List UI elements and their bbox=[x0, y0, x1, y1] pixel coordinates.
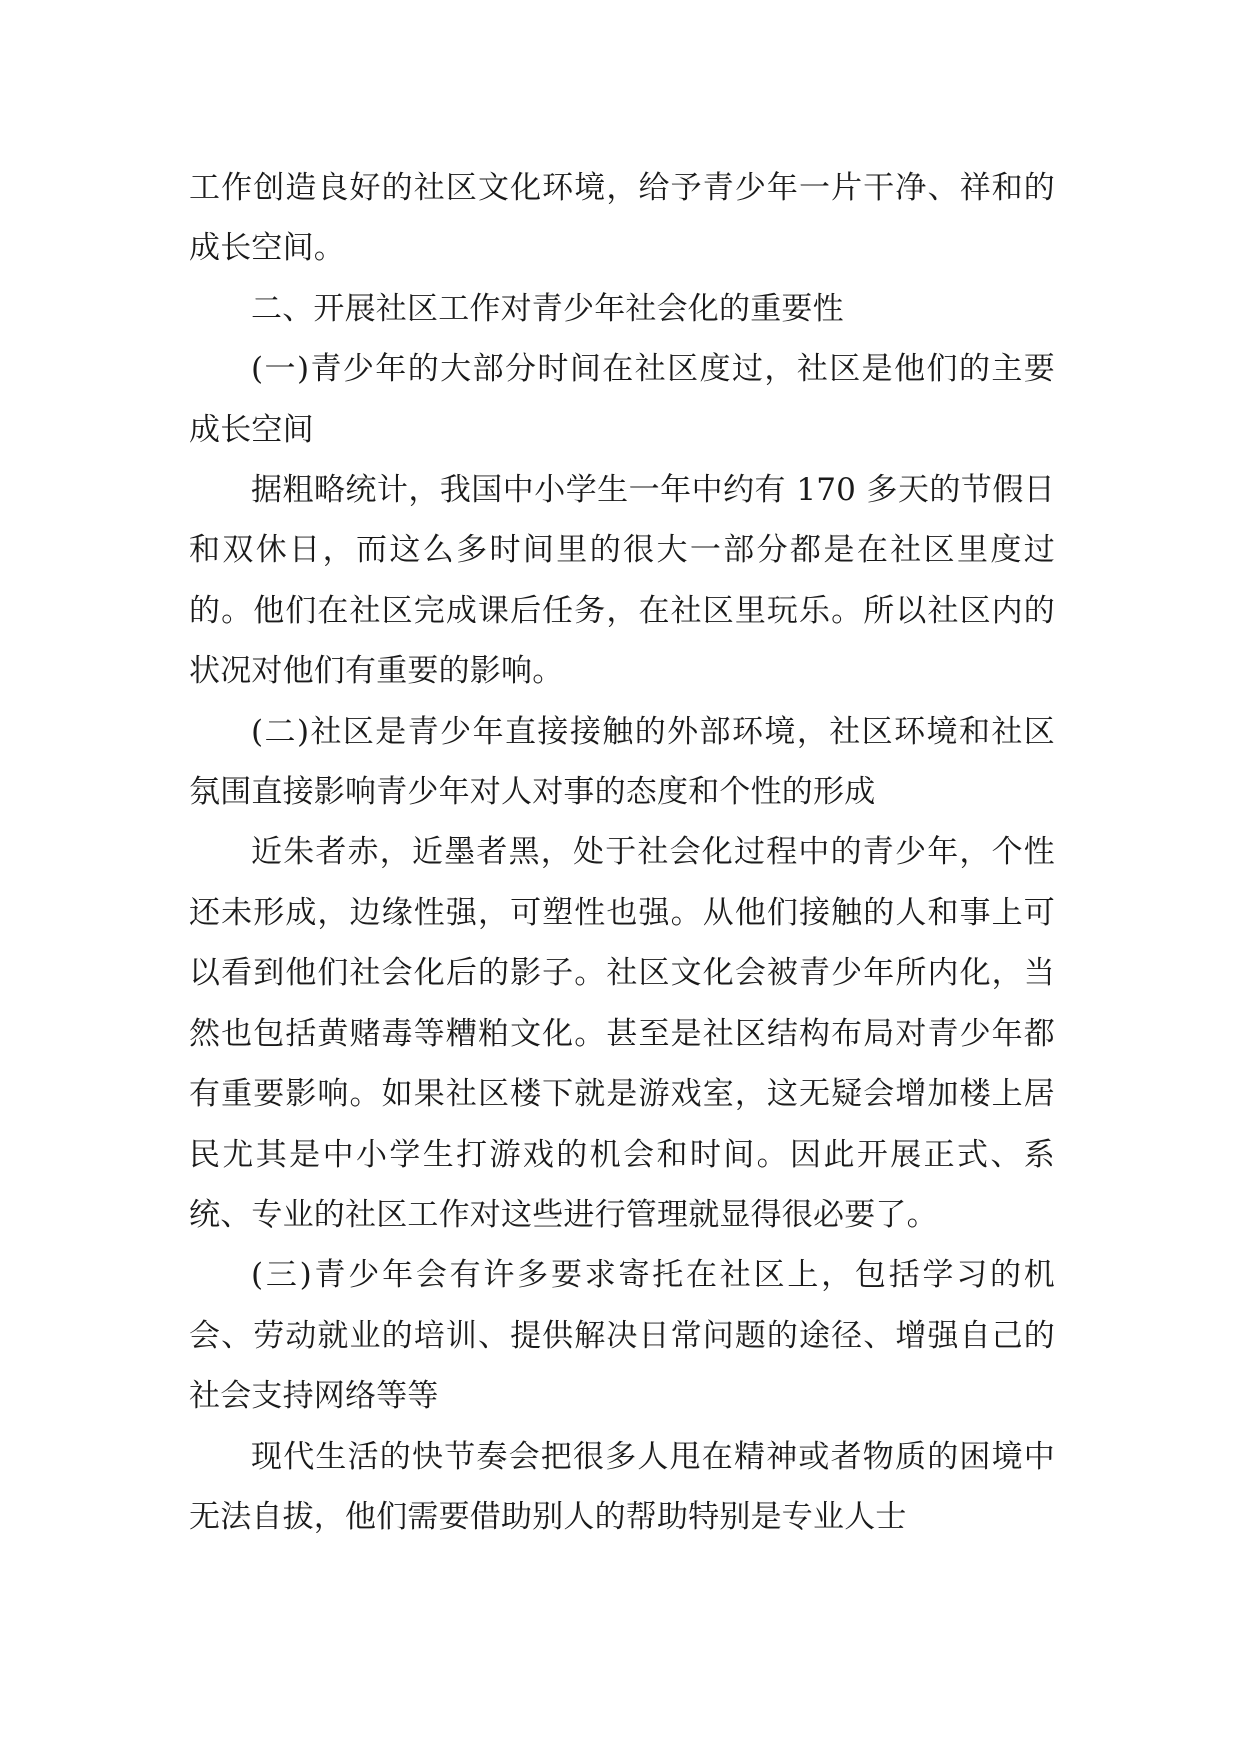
section-heading: 二、开展社区工作对青少年社会化的重要性 bbox=[251, 290, 844, 327]
subsection-heading-3: (三)青少年会有许多要求寄托在社区上，包括学习的机会、劳动就业的培训、提供解决日常问题的途径、增强自己的社会支持网络等等 bbox=[189, 1257, 1055, 1415]
paragraph-statistics: 据粗略统计，我国中小学生一年中约有 170 多天的节假日和双休日，而这么多时间里的很大一部分都是在社区里度过的。他们在社区完成课后任务，在社区里玩乐。所以社区内的状况对他们有重要的影响。 bbox=[189, 472, 1055, 690]
subsection-heading-2: (二)社区是青少年直接接触的外部环境，社区环境和社区氛围直接影响青少年对人对事的态度和个性的形成 bbox=[189, 713, 1055, 811]
subsection-heading-1: (一)青少年的大部分时间在社区度过，社区是他们的主要成长空间 bbox=[189, 351, 1055, 448]
paragraph-continuation: 工作创造良好的社区文化环境，给予青少年一片干净、祥和的成长空间。 bbox=[189, 170, 1055, 267]
paragraph-modern-life: 现代生活的快节奏会把很多人甩在精神或者物质的困境中无法自拔，他们需要借助别人的帮助特别是专业人士 bbox=[189, 1438, 1055, 1535]
document-body bbox=[189, 158, 1055, 1547]
paragraph-environment: 近朱者赤，近墨者黑，处于社会化过程中的青少年，个性还未形成，边缘性强，可塑性也强。从他们接触的人和事上可以看到他们社会化后的影子。社区文化会被青少年所内化，当然也包括黄赌毒等糟粕文化。甚至是社区结构布局对青少年都有重要影响。如果社区楼下就是游戏室，这无疑会增加楼上居民尤其是中小学生打游戏的机会和时间。因此开展正式、系统、专业的社区工作对这些进行管理就显得很必要了。 bbox=[189, 834, 1055, 1233]
